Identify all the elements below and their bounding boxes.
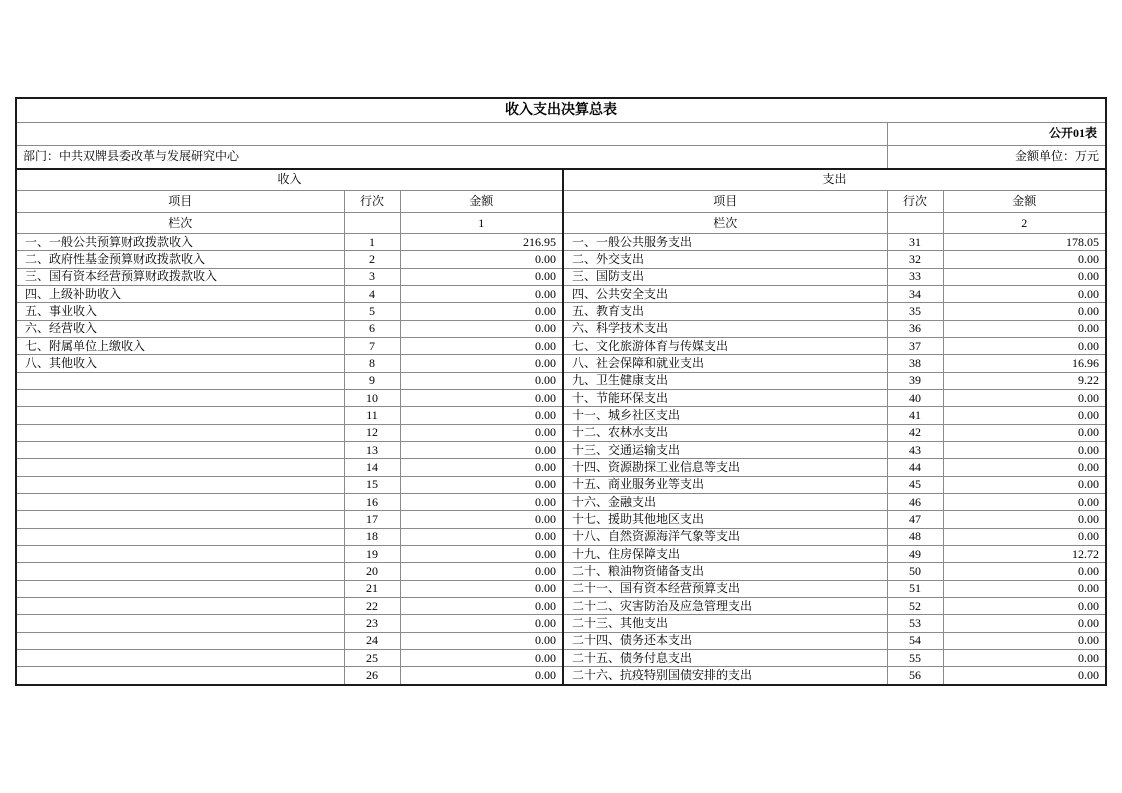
- expenditure-item: 十七、援助其他地区支出: [563, 511, 887, 528]
- expenditure-line-no: 33: [887, 268, 943, 285]
- expenditure-item: 四、公共安全支出: [563, 286, 887, 303]
- expenditure-item: 八、社会保障和就业支出: [563, 355, 887, 372]
- income-amount: 0.00: [400, 494, 563, 511]
- expenditure-amount: 0.00: [943, 494, 1106, 511]
- expenditure-line-no: 32: [887, 251, 943, 268]
- expenditure-lane-blank: [887, 213, 943, 234]
- income-item: [16, 407, 344, 424]
- income-amount: 0.00: [400, 338, 563, 355]
- income-item: 八、其他收入: [16, 355, 344, 372]
- income-line-no: 12: [344, 424, 400, 441]
- income-line-no: 5: [344, 303, 400, 320]
- income-item: [16, 494, 344, 511]
- expenditure-item: 十三、交通运输支出: [563, 442, 887, 459]
- income-lane-blank: [344, 213, 400, 234]
- expenditure-line-no: 49: [887, 546, 943, 563]
- income-item: [16, 476, 344, 493]
- expenditure-item: 十一、城乡社区支出: [563, 407, 887, 424]
- table-row: [16, 251, 1106, 268]
- expenditure-item: 二十六、抗疫特别国债安排的支出: [563, 667, 887, 685]
- expenditure-line-no: 42: [887, 424, 943, 441]
- table-row: [16, 442, 1106, 459]
- income-amount: 0.00: [400, 598, 563, 615]
- expenditure-amount: 0.00: [943, 268, 1106, 285]
- expenditure-amount: 0.00: [943, 338, 1106, 355]
- income-amount: 0.00: [400, 511, 563, 528]
- income-line-no: 20: [344, 563, 400, 580]
- expenditure-line-no: 48: [887, 528, 943, 545]
- expenditure-amount-header: 金额: [943, 191, 1106, 213]
- table-row: [16, 650, 1106, 667]
- expenditure-item: 二十四、债务还本支出: [563, 632, 887, 649]
- title-row: [16, 98, 1106, 122]
- expenditure-amount: 12.72: [943, 546, 1106, 563]
- table-row: [16, 407, 1106, 424]
- table-row: [16, 338, 1106, 355]
- income-line-header: 行次: [344, 191, 400, 213]
- expenditure-line-header: 行次: [887, 191, 943, 213]
- income-line-no: 13: [344, 442, 400, 459]
- income-item: 一、一般公共预算财政拨款收入: [16, 234, 344, 251]
- income-amount-header: 金额: [400, 191, 563, 213]
- expenditure-amount: 9.22: [943, 372, 1106, 389]
- income-line-no: 17: [344, 511, 400, 528]
- expenditure-item: 十、节能环保支出: [563, 390, 887, 407]
- income-line-no: 21: [344, 580, 400, 597]
- expenditure-column-index: 2: [943, 213, 1106, 234]
- expenditure-line-no: 53: [887, 615, 943, 632]
- table-row: [16, 355, 1106, 372]
- income-item: 五、事业收入: [16, 303, 344, 320]
- expenditure-line-no: 36: [887, 320, 943, 337]
- income-amount: 0.00: [400, 268, 563, 285]
- expenditure-line-no: 31: [887, 234, 943, 251]
- income-line-no: 24: [344, 632, 400, 649]
- table-number-row: [16, 122, 1106, 145]
- expenditure-line-no: 40: [887, 390, 943, 407]
- income-amount: 0.00: [400, 615, 563, 632]
- income-line-no: 16: [344, 494, 400, 511]
- amount-unit-label: 金额单位：万元: [887, 146, 1106, 169]
- expenditure-item: 三、国防支出: [563, 268, 887, 285]
- income-line-no: 14: [344, 459, 400, 476]
- expenditure-item: 十二、农林水支出: [563, 424, 887, 441]
- expenditure-item: 十六、金融支出: [563, 494, 887, 511]
- income-amount: 0.00: [400, 580, 563, 597]
- income-amount: 0.00: [400, 442, 563, 459]
- expenditure-item: 一、一般公共服务支出: [563, 234, 887, 251]
- expenditure-amount: 0.00: [943, 598, 1106, 615]
- expenditure-line-no: 44: [887, 459, 943, 476]
- expenditure-amount: 0.00: [943, 320, 1106, 337]
- income-amount: 0.00: [400, 286, 563, 303]
- expenditure-item: 二十二、灾害防治及应急管理支出: [563, 598, 887, 615]
- income-item-header: 项目: [16, 191, 344, 213]
- table-row: [16, 615, 1106, 632]
- income-amount: 0.00: [400, 667, 563, 685]
- income-line-no: 9: [344, 372, 400, 389]
- section-header-row: [16, 169, 1106, 191]
- expenditure-amount: 0.00: [943, 442, 1106, 459]
- table-row: [16, 598, 1106, 615]
- lane-index-row: [16, 213, 1106, 234]
- table-row: [16, 390, 1106, 407]
- department-row: [16, 146, 1106, 169]
- income-amount: 0.00: [400, 632, 563, 649]
- income-line-no: 2: [344, 251, 400, 268]
- expenditure-line-no: 38: [887, 355, 943, 372]
- expenditure-item: 七、文化旅游体育与传媒支出: [563, 338, 887, 355]
- income-item: [16, 563, 344, 580]
- expenditure-line-no: 41: [887, 407, 943, 424]
- income-line-no: 15: [344, 476, 400, 493]
- expenditure-line-no: 34: [887, 286, 943, 303]
- final-accounts-summary-table: [15, 97, 1107, 686]
- table-row: [16, 320, 1106, 337]
- income-line-no: 10: [344, 390, 400, 407]
- income-amount: 0.00: [400, 528, 563, 545]
- table-row: [16, 286, 1106, 303]
- expenditure-amount: 0.00: [943, 476, 1106, 493]
- expenditure-amount: 178.05: [943, 234, 1106, 251]
- expenditure-section-header: 支出: [563, 169, 1106, 191]
- expenditure-amount: 0.00: [943, 303, 1106, 320]
- income-section-header: 收入: [16, 169, 563, 191]
- expenditure-amount: 0.00: [943, 407, 1106, 424]
- income-line-no: 6: [344, 320, 400, 337]
- income-line-no: 26: [344, 667, 400, 685]
- page-title: 收入支出决算总表: [16, 98, 1106, 122]
- expenditure-amount: 0.00: [943, 459, 1106, 476]
- income-amount: 216.95: [400, 234, 563, 251]
- expenditure-amount: 0.00: [943, 528, 1106, 545]
- table-row: [16, 632, 1106, 649]
- income-amount: 0.00: [400, 251, 563, 268]
- header-rows: [16, 98, 1106, 234]
- expenditure-line-no: 56: [887, 667, 943, 685]
- income-amount: 0.00: [400, 320, 563, 337]
- expenditure-amount: 0.00: [943, 511, 1106, 528]
- expenditure-line-no: 35: [887, 303, 943, 320]
- expenditure-line-no: 47: [887, 511, 943, 528]
- expenditure-line-no: 54: [887, 632, 943, 649]
- income-line-no: 25: [344, 650, 400, 667]
- expenditure-lane-label: 栏次: [563, 213, 887, 234]
- income-line-no: 1: [344, 234, 400, 251]
- income-amount: 0.00: [400, 390, 563, 407]
- income-item: [16, 598, 344, 615]
- income-amount: 0.00: [400, 303, 563, 320]
- income-item: [16, 511, 344, 528]
- table-row: [16, 268, 1106, 285]
- income-line-no: 19: [344, 546, 400, 563]
- table-body: [16, 234, 1106, 685]
- income-item: 七、附属单位上缴收入: [16, 338, 344, 355]
- table-row: [16, 476, 1106, 493]
- expenditure-item: 五、教育支出: [563, 303, 887, 320]
- income-line-no: 11: [344, 407, 400, 424]
- expenditure-item: 十四、资源勘探工业信息等支出: [563, 459, 887, 476]
- income-line-no: 3: [344, 268, 400, 285]
- expenditure-line-no: 51: [887, 580, 943, 597]
- table-row: [16, 459, 1106, 476]
- expenditure-item: 二十五、债务付息支出: [563, 650, 887, 667]
- expenditure-amount: 0.00: [943, 667, 1106, 685]
- table-row: [16, 234, 1106, 251]
- expenditure-item-header: 项目: [563, 191, 887, 213]
- income-amount: 0.00: [400, 407, 563, 424]
- table-row: [16, 511, 1106, 528]
- income-amount: 0.00: [400, 650, 563, 667]
- income-column-index: 1: [400, 213, 563, 234]
- table-row: [16, 546, 1106, 563]
- income-item: [16, 372, 344, 389]
- table-row: [16, 580, 1106, 597]
- expenditure-amount: 0.00: [943, 390, 1106, 407]
- income-amount: 0.00: [400, 355, 563, 372]
- expenditure-amount: 0.00: [943, 580, 1106, 597]
- expenditure-item: 十五、商业服务业等支出: [563, 476, 887, 493]
- income-line-no: 23: [344, 615, 400, 632]
- income-line-no: 18: [344, 528, 400, 545]
- expenditure-amount: 0.00: [943, 286, 1106, 303]
- expenditure-line-no: 43: [887, 442, 943, 459]
- income-item: 四、上级补助收入: [16, 286, 344, 303]
- expenditure-line-no: 37: [887, 338, 943, 355]
- table-row: [16, 667, 1106, 685]
- expenditure-amount: 0.00: [943, 615, 1106, 632]
- income-amount: 0.00: [400, 372, 563, 389]
- expenditure-line-no: 39: [887, 372, 943, 389]
- income-item: [16, 632, 344, 649]
- expenditure-amount: 0.00: [943, 563, 1106, 580]
- income-item: [16, 424, 344, 441]
- expenditure-line-no: 46: [887, 494, 943, 511]
- income-item: 二、政府性基金预算财政拨款收入: [16, 251, 344, 268]
- expenditure-amount: 0.00: [943, 650, 1106, 667]
- income-line-no: 8: [344, 355, 400, 372]
- income-item: [16, 442, 344, 459]
- table-row: [16, 424, 1106, 441]
- income-item: [16, 615, 344, 632]
- income-item: [16, 667, 344, 685]
- tag-row-blank: [16, 122, 887, 145]
- income-item: [16, 650, 344, 667]
- column-header-row: [16, 191, 1106, 213]
- income-item: [16, 459, 344, 476]
- expenditure-item: 二十一、国有资本经营预算支出: [563, 580, 887, 597]
- expenditure-line-no: 55: [887, 650, 943, 667]
- income-line-no: 7: [344, 338, 400, 355]
- table-row: [16, 563, 1106, 580]
- expenditure-item: 十九、住房保障支出: [563, 546, 887, 563]
- table-row: [16, 494, 1106, 511]
- income-item: [16, 546, 344, 563]
- income-item: [16, 390, 344, 407]
- expenditure-line-no: 45: [887, 476, 943, 493]
- income-amount: 0.00: [400, 459, 563, 476]
- expenditure-item: 二十、粮油物资储备支出: [563, 563, 887, 580]
- department-label: 部门：中共双牌县委改革与发展研究中心: [16, 146, 887, 169]
- income-line-no: 22: [344, 598, 400, 615]
- income-amount: 0.00: [400, 546, 563, 563]
- expenditure-item: 九、卫生健康支出: [563, 372, 887, 389]
- income-amount: 0.00: [400, 563, 563, 580]
- table-number: 公开01表: [887, 122, 1106, 145]
- income-item: 六、经营收入: [16, 320, 344, 337]
- income-item: [16, 580, 344, 597]
- income-amount: 0.00: [400, 476, 563, 493]
- expenditure-amount: 0.00: [943, 632, 1106, 649]
- expenditure-amount: 0.00: [943, 251, 1106, 268]
- table-row: [16, 303, 1106, 320]
- expenditure-line-no: 50: [887, 563, 943, 580]
- table-row: [16, 372, 1106, 389]
- expenditure-line-no: 52: [887, 598, 943, 615]
- income-item: 三、国有资本经营预算财政拨款收入: [16, 268, 344, 285]
- income-item: [16, 528, 344, 545]
- income-line-no: 4: [344, 286, 400, 303]
- income-amount: 0.00: [400, 424, 563, 441]
- table-row: [16, 528, 1106, 545]
- expenditure-amount: 0.00: [943, 424, 1106, 441]
- expenditure-item: 十八、自然资源海洋气象等支出: [563, 528, 887, 545]
- expenditure-item: 六、科学技术支出: [563, 320, 887, 337]
- expenditure-item: 二十三、其他支出: [563, 615, 887, 632]
- expenditure-amount: 16.96: [943, 355, 1106, 372]
- expenditure-item: 二、外交支出: [563, 251, 887, 268]
- income-lane-label: 栏次: [16, 213, 344, 234]
